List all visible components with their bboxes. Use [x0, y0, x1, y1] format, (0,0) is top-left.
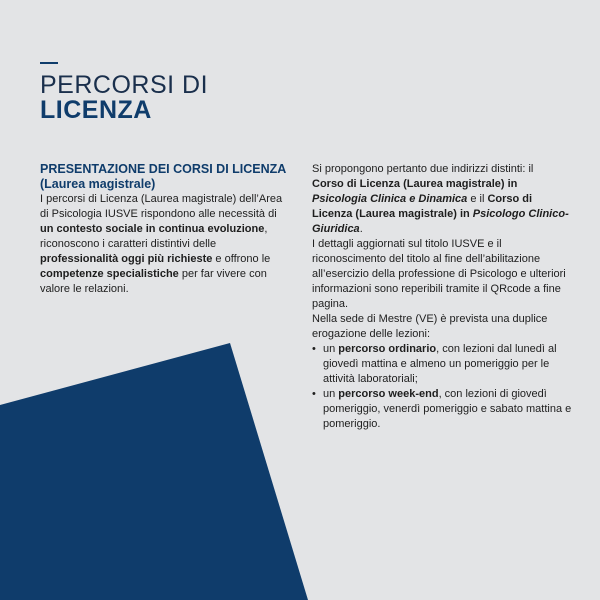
- list-item: [312, 342, 574, 387]
- course-join: e il: [467, 193, 488, 205]
- section-heading: [40, 162, 290, 192]
- intro-text: per far vivere con valore le relazioni.: [40, 268, 267, 295]
- intro-highlight: professionalità oggi più richieste: [40, 253, 213, 265]
- item-text: , con lezioni dal lunedì al giovedì mattina e almeno un pomeriggio per le attività laboratoriali;: [323, 343, 557, 385]
- courses-paragraph: [312, 162, 574, 237]
- intro-paragraph: [40, 192, 290, 297]
- item-text: un: [323, 343, 339, 355]
- item-highlight: percorso week-end: [338, 388, 439, 400]
- section-heading-line1: PRESENTAZIONE DEI CORSI DI LICENZA: [40, 162, 287, 176]
- right-column: [312, 162, 574, 432]
- title-accent-line: [40, 62, 58, 64]
- intro-text: , riconoscono i caratteri distintivi delle: [40, 223, 268, 250]
- item-highlight: percorso ordinario: [338, 343, 437, 355]
- courses-intro: Si propongono pertanto due indirizzi distinti: il: [312, 163, 534, 175]
- list-item: [312, 387, 574, 432]
- details-paragraph: I dettagli aggiornati sul titolo IUSVE e il riconoscimento del titolo al fine dell’abilitazione all’esercizio della professione di Psicologo e ulteriori informazioni sono reperibili tramite il QRcode a fine pagina.: [312, 238, 566, 310]
- course1-name: Psicologia Clinica e Dinamica: [312, 193, 468, 205]
- course-end: .: [359, 223, 363, 235]
- intro-highlight: un contesto sociale in continua evoluzione: [40, 223, 265, 235]
- item-text: , con lezioni di giovedì pomeriggio, venerdì pomeriggio e sabato mattina e pomeriggio.: [323, 388, 572, 430]
- bullet-icon: •: [312, 343, 316, 355]
- page-title-line1: PERCORSI DI: [40, 71, 209, 99]
- item-text: un: [323, 388, 339, 400]
- course2-label: Corso di Licenza (Laurea magistrale) in: [312, 193, 533, 220]
- left-column: [40, 162, 290, 297]
- page-title-line2: LICENZA: [40, 96, 152, 124]
- course2-name: Psicologo Clinico-Giuridica: [312, 208, 569, 235]
- navy-shape: [0, 343, 308, 600]
- intro-highlight: competenze specialistiche: [40, 268, 179, 280]
- course1-label: Corso di Licenza (Laurea magistrale) in: [312, 178, 518, 190]
- lessons-list: [312, 342, 574, 432]
- intro-text: I percorsi di Licenza (Laurea magistrale) dell’Area di Psicologia IUSVE rispondono alle necessità di: [40, 193, 283, 220]
- intro-text: e offrono le: [212, 253, 271, 265]
- bullet-icon: •: [312, 388, 316, 400]
- section-heading-line2: (Laurea magistrale): [40, 177, 156, 191]
- mestre-paragraph: Nella sede di Mestre (VE) è prevista una duplice erogazione delle lezioni:: [312, 313, 548, 340]
